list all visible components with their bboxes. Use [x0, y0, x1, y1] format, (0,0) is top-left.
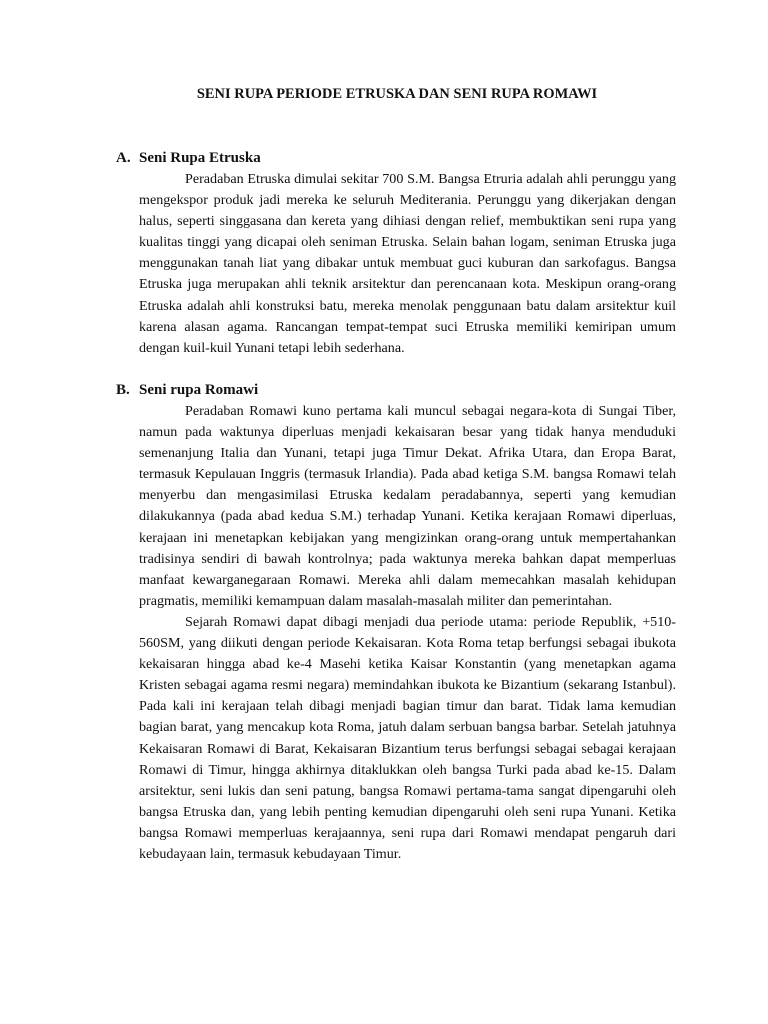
section-heading	[116, 148, 676, 169]
section-letter: A.	[116, 150, 131, 166]
section-letter: B.	[116, 382, 130, 398]
paragraph: Sejarah Romawi dapat dibagi menjadi dua periode utama: periode Republik, +510- 560SM, yang diikuti dengan periode Kekaisaran. Kota Roma tetap berfungsi sebagai ibukota kekaisaran hingga abad ke-4 Masehi ketika Kaisar Konstantin (yang menetapkan agama Kristen sebagai agama resmi negara) memindahkan ibukota ke Bizantium (sekarang Istanbul). Pada kali ini kerajaan telah dibagi menjadi bagian timur dan barat. Tidak lama kemudian bagian barat, yang mencakup kota Roma, jatuh dalam serbuan bangsa barbar. Setelah jatuhnya Kekaisaran Romawi di Barat, Kekaisaran Bizantium terus berfungsi sebagai sebagai kerajaan Romawi di Timur, hingga akhirnya ditaklukkan oleh bangsa Turki pada abad ke-15. Dalam arsitektur, seni lukis dan seni patung, bangsa Romawi pertama-tama sangat dipengaruhi oleh bangsa Etruska dan, yang lebih penting kemudian dipengaruhi oleh seni rupa Yunani. Ketika bangsa Romawi memperluas kerajaannya, seni rupa dari Romawi mendapat pengaruh dari kebudayaan lain, termasuk kebudayaan Timur.	[139, 613, 676, 862]
paragraph: Peradaban Etruska dimulai sekitar 700 S.M. Bangsa Etruria adalah ahli perunggu yang mengekspor produk jadi mereka ke seluruh Mediterania. Perunggu yang dikerjakan dengan halus, seperti singgasana dan kereta yang dihiasi dengan relief, membuktikan seni rupa yang kualitas tinggi yang dicapai oleh seniman Etruska. Selain bahan logam, seniman Etruska juga menggunakan tanah liat yang dibakar untuk membuat guci kuburan dan sarkofagus. Bangsa Etruska juga merupakan ahli teknik arsitektur dan perencanaan kota. Meskipun orang-orang Etruska adalah ahli konstruksi batu, mereka menolak penggunaan batu dalam arsitektur kuil karena alasan agama. Rancangan tempat-tempat suci Etruska memiliki kemiripan umum dengan kuil-kuil Yunani tetapi lebih sederhana.	[139, 171, 676, 356]
section-heading-text: Seni Rupa Etruska	[139, 150, 261, 166]
paragraph: Peradaban Romawi kuno pertama kali muncul sebagai negara-kota di Sungai Tiber, namun pada waktunya diperluas menjadi kekaisaran besar yang tidak hanya menduduki semenanjung Italia dan Yunani, tetapi juga Timur Dekat. Afrika Utara, dan Eropa Barat, termasuk Kepulauan Inggris (termasuk Irlandia). Pada abad ketiga S.M. bangsa Romawi telah menyerbu dan mengasimilasi Etruska kedalam peradabannya, seperti yang kemudian dilakukannya (pada abad kedua S.M.) terhadap Yunani. Ketika kerajaan Romawi diperluas, kerajaan ini menetapkan kebijakan yang mengizinkan orang-orang untuk mempertahankan tradisinya sendiri di bawah kontrolnya; pada waktunya mereka bahkan dapat memperluas manfaat kewarganegaraan Romawi. Mereka ahli dalam memecahkan masalah kehidupan pragmatis, memiliki kemampuan dalam masalah-masalah militer dan pemerintahan.	[139, 403, 676, 609]
section-etruska	[116, 148, 676, 359]
section-heading-text: Seni rupa Romawi	[139, 382, 259, 398]
section-heading	[116, 380, 676, 401]
document-title: SENI RUPA PERIODE ETRUSKA DAN SENI RUPA ROMAWI	[196, 86, 598, 102]
section-romawi	[116, 380, 676, 865]
